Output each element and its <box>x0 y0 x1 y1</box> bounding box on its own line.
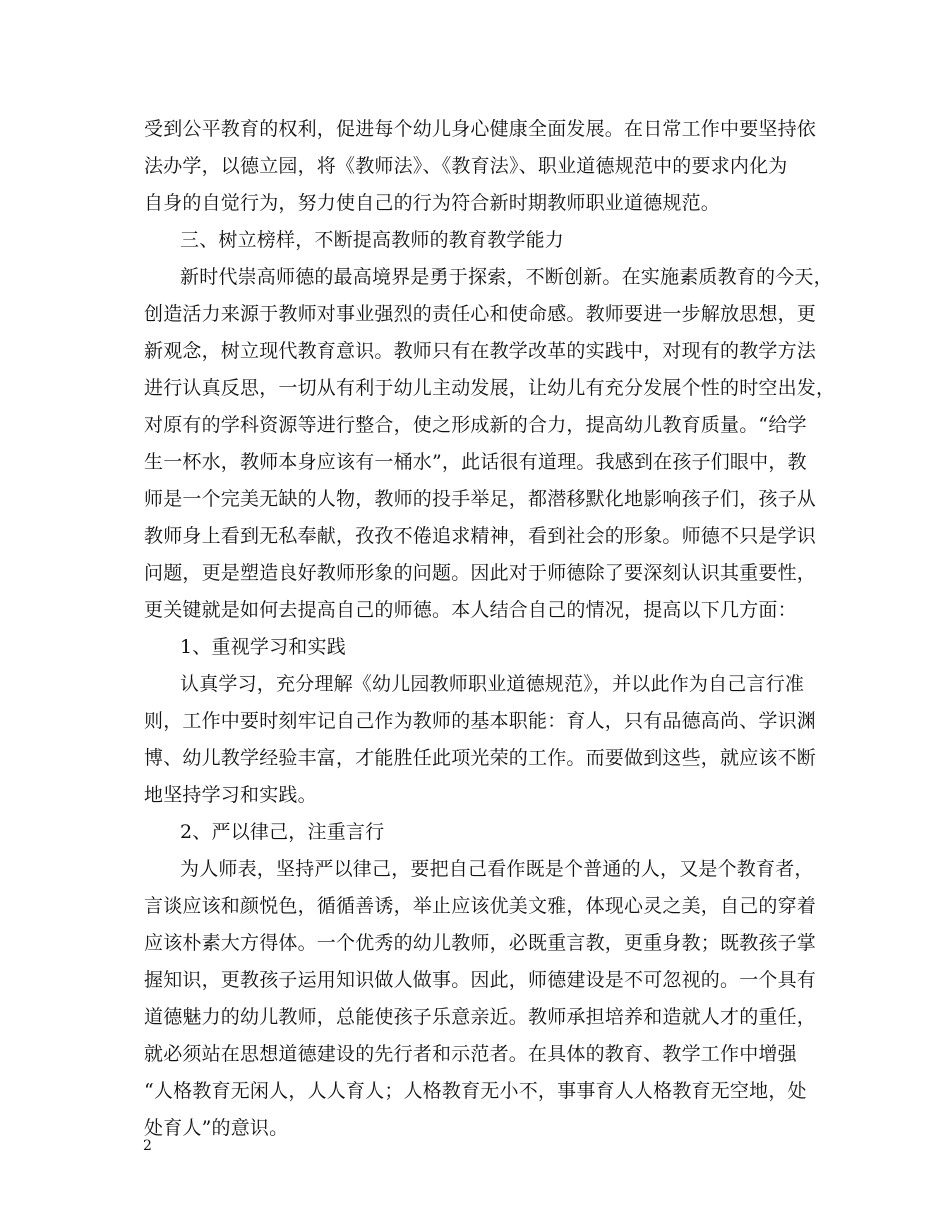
text-line: 师是一个完美无缺的人物，教师的投手举足，都潜移默化地影响孩子们，孩子从 <box>144 488 817 510</box>
text-line: 创造活力来源于教师对事业强烈的责任心和使命感。教师要进一步解放思想，更 <box>144 303 817 325</box>
subsection-heading: 2、严以律己，注重言行 <box>180 821 385 843</box>
section-heading: 三、树立榜样，不断提高教师的教育教学能力 <box>180 229 565 251</box>
text-line: 自身的自觉行为，努力使自己的行为符合新时期教师职业道德规范。 <box>144 192 721 214</box>
text-line: 新时代崇高师德的最高境界是勇于探索，不断创新。在实施素质教育的今天， <box>180 266 833 288</box>
text-line: 问题，更是塑造良好教师形象的问题。因此对于师德除了要深刻认识其重要性， <box>144 562 817 584</box>
text-line: 认真学习，充分理解《幼儿园教师职业道德规范》，并以此作为自己言行准 <box>180 673 805 695</box>
text-line: 为人师表，坚持严以律己，要把自己看作既是个普通的人，又是个教育者， <box>180 858 814 880</box>
text-line: 应该朴素大方得体。一个优秀的幼儿教师，必既重言教，更重身教；既教孩子掌 <box>144 932 817 954</box>
text-line: 就必须站在思想道德建设的先行者和示范者。在具体的教育、教学工作中增强 <box>144 1043 797 1065</box>
text-line: 对原有的学科资源等进行整合，使之形成新的合力，提高幼儿教育质量。“给学 <box>144 414 807 436</box>
text-line: 更关键就是如何去提高自己的师德。本人结合自己的情况，提高以下几方面： <box>144 599 797 621</box>
subsection-heading: 1、重视学习和实践 <box>180 636 346 658</box>
text-line: 法办学，以德立园，将《教师法》、《教育法》、职业道德规范中的要求内化为 <box>144 155 788 177</box>
text-line: 进行认真反思，一切从有利于幼儿主动发展，让幼儿有充分发展个性的时空出发， <box>144 377 836 399</box>
text-line: 处育人”的意识。 <box>144 1117 289 1139</box>
text-line: 教师身上看到无私奉献，孜孜不倦追求精神，看到社会的形象。师德不只是学识 <box>144 525 817 547</box>
text-line: 博、幼儿教学经验丰富，才能胜任此项光荣的工作。而要做到这些，就应该不断 <box>144 747 817 769</box>
text-line: 新观念，树立现代教育意识。教师只有在教学改革的实践中，对现有的教学方法 <box>144 340 817 362</box>
text-line: 道德魅力的幼儿教师，总能使孩子乐意亲近。教师承担培养和造就人才的重任， <box>144 1006 817 1028</box>
text-line: 言谈应该和颜悦色，循循善诱，举止应该优美文雅，体现心灵之美，自己的穿着 <box>144 895 817 917</box>
page-number: 2 <box>143 1138 152 1154</box>
text-line: “人格教育无闲人，人人育人；人格教育无小不，事事育人人格教育无空地，处 <box>144 1080 807 1102</box>
text-line: 则，工作中要时刻牢记自己作为教师的基本职能：育人，只有品德高尚、学识渊 <box>144 710 817 732</box>
text-line: 握知识，更教孩子运用知识做人做事。因此，师德建设是不可忽视的。一个具有 <box>144 969 817 991</box>
text-line: 生一杯水，教师本身应该有一桶水”，此话很有道理。我感到在孩子们眼中，教 <box>144 451 807 473</box>
text-line: 地坚持学习和实践。 <box>144 784 317 806</box>
text-line: 受到公平教育的权利，促进每个幼儿身心健康全面发展。在日常工作中要坚持依 <box>144 118 817 140</box>
